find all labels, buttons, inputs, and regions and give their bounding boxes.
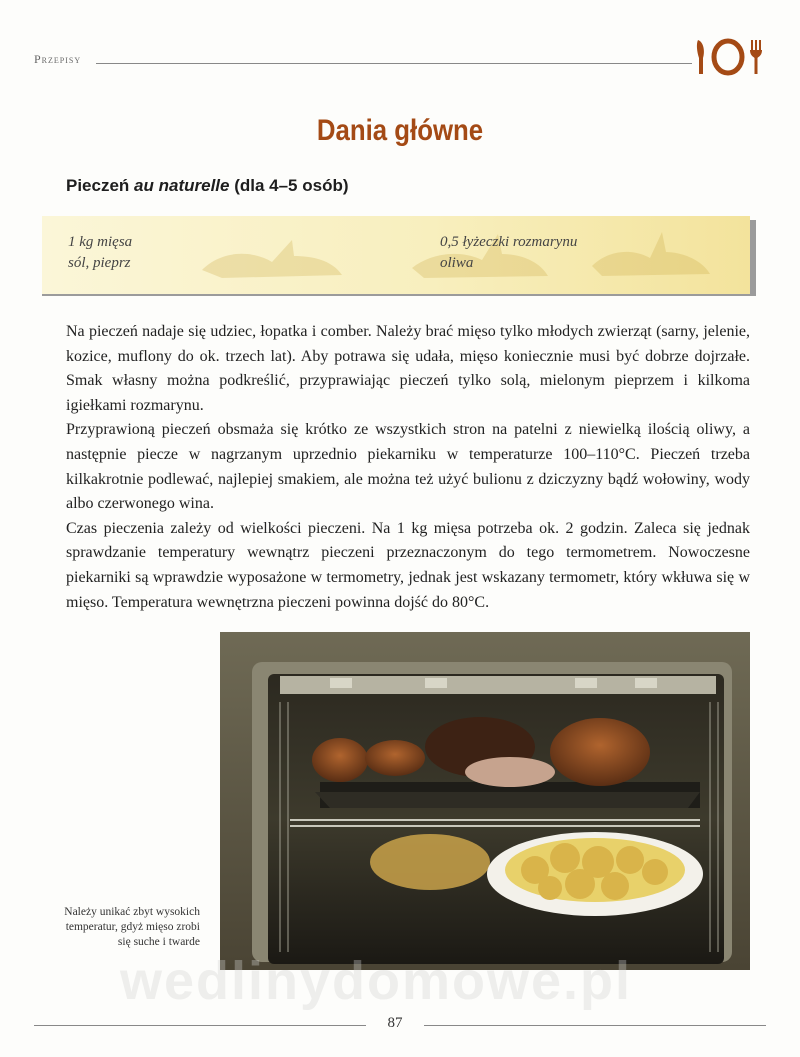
recipe-body bbox=[66, 320, 750, 615]
oven-photo bbox=[220, 632, 750, 970]
section-label: Przepisy bbox=[34, 52, 82, 66]
recipe-title bbox=[66, 176, 349, 196]
photo-caption: Należy unikać zbyt wysokich temperatur, gdyż mięso zrobi się suche i twarde bbox=[64, 906, 200, 948]
ingredients-left bbox=[68, 232, 132, 274]
recipe-title-end: (dla 4–5 osób) bbox=[229, 176, 349, 195]
recipe-title-start: Pieczeń bbox=[66, 176, 135, 195]
page-number: 87 bbox=[387, 1015, 403, 1031]
ingredient-item: 0,5 łyżeczki rozmarynu bbox=[440, 234, 578, 250]
page-title: Dania główne bbox=[316, 114, 484, 147]
ingredient-item: oliwa bbox=[440, 255, 474, 271]
recipe-title-italic: au naturelle bbox=[134, 176, 230, 195]
ingredient-item: sól, pieprz bbox=[68, 255, 131, 271]
cutlery-icon bbox=[692, 38, 768, 76]
knife-icon bbox=[697, 40, 704, 74]
paragraph: Przyprawioną pieczeń obsmaża się krótko ze wszystkich stron na patelni z niewielką ilością oliwy, a następnie piecze w nagrzanym uprzednio piekarniku w temperaturze 100–110°C. Pieczeń trzeba kilkakrotnie podlewać, najlepiej smakiem, ale można też użyć bulionu z dziczyzny bądź wołowiny, wody albo czerwonego wina. bbox=[66, 421, 750, 513]
paragraph: Na pieczeń nadaje się udziec, łopatka i comber. Należy brać mięso tylko młodych zwierząt (sarny, jelenie, kozice, muflony do ok. trzech lat). Aby potrawa się udała, mięso koniecznie musi być dobrze dojrzałe. Smak własny można podkreślić, przyprawiając pieczeń tylko solą, mielonym pieprzem i kilkoma igiełkami rozmarynu. bbox=[66, 323, 750, 414]
watermark: wedlinydomowe.pl bbox=[120, 951, 633, 1011]
header-rule bbox=[96, 63, 692, 64]
paragraph: Czas pieczenia zależy od wielkości pieczeni. Na 1 kg mięsa potrzeba ok. 2 godzin. Zaleca się jednak sprawdzanie temperatury wewnątrz pieczeni przeznaczonym do tego termometrem. Nowoczesne piekarniki są wprawdzie wyposażone w termometry, jednak jest wskazany termometr, który wkłuwa się w mięso. Temperatura wewnętrzna pieczeni powinna dojść do 80°C. bbox=[66, 519, 750, 611]
ingredients-box bbox=[42, 216, 750, 296]
plate-icon bbox=[714, 41, 742, 73]
fork-icon bbox=[750, 40, 762, 74]
ingredient-item: 1 kg mięsa bbox=[68, 234, 133, 250]
footer-rule-left bbox=[34, 1025, 366, 1026]
footer-rule-right bbox=[424, 1025, 766, 1026]
ingredients-right bbox=[440, 232, 577, 274]
